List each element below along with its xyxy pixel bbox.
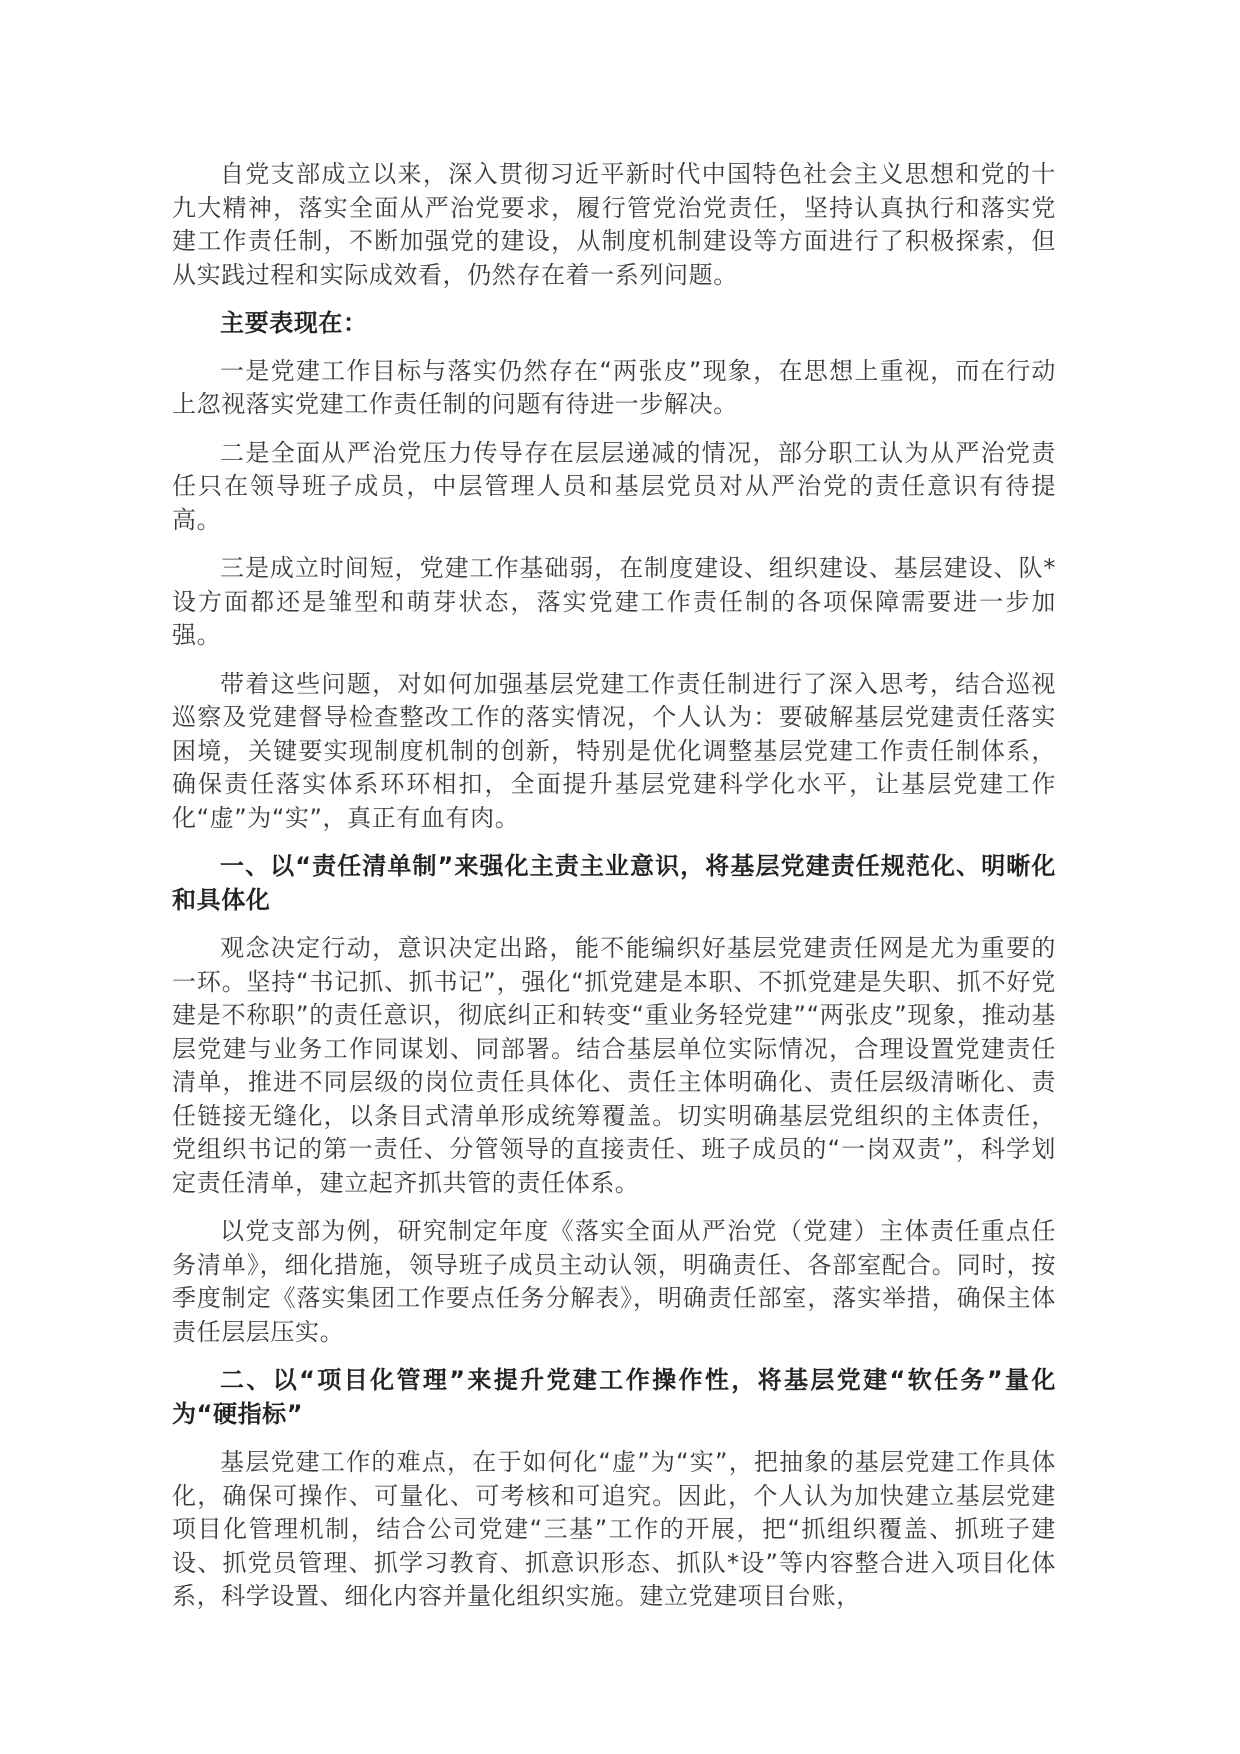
problem-one-paragraph: 一是党建工作目标与落实仍然存在“两张皮”现象，在思想上重视，而在行动上忽视落实党建工作责任制的问题有待进一步解决。 <box>172 356 1056 418</box>
intro-paragraph: 自党支部成立以来，深入贯彻习近平新时代中国特色社会主义思想和党的十九大精神，落实全面从严治党要求，履行管党治党责任，坚持认真执行和落实党建工作责任制，不断加强党的建设，从制度机制建设等方面进行了积极探索，但从实践过程和实际成效看，仍然存在着一系列问题。 <box>172 160 1056 289</box>
problem-three-paragraph: 三是成立时间短，党建工作基础弱，在制度建设、组织建设、基层建设、队*设方面都还是雏型和萌芽状态，落实党建工作责任制的各项保障需要进一步加强。 <box>172 554 1056 649</box>
document-page <box>172 158 1056 1629</box>
section-heading-1: 一、以“责任清单制”来强化主责主业意识，将基层党建责任规范化、明晰化和具体化 <box>172 852 1056 914</box>
section-heading-2: 二、以“项目化管理”来提升党建工作操作性，将基层党建“软任务”量化为“硬指标” <box>172 1366 1056 1428</box>
section-2-paragraph-1: 基层党建工作的难点，在于如何化“虚”为“实”，把抽象的基层党建工作具体化，确保可操作、可量化、可考核和可追究。因此，个人认为加快建立基层党建项目化管理机制，结合公司党建“三基”工作的开展，把“抓组织覆盖、抓班子建设、抓党员管理、抓学习教育、抓意识形态、抓队*设”等内容整合进入项目化体系，科学设置、细化内容并量化组织实施。建立党建项目台账， <box>172 1448 1056 1610</box>
reflection-paragraph: 带着这些问题，对如何加强基层党建工作责任制进行了深入思考，结合巡视巡察及党建督导检查整改工作的落实情况，个人认为：要破解基层党建责任落实困境，关键要实现制度机制的创新，特别是优化调整基层党建工作责任制体系，确保责任落实体系环环相扣，全面提升基层党建科学化水平，让基层党建工作化“虚”为“实”，真正有血有肉。 <box>172 669 1056 832</box>
main-manifestations-label: 主要表现在： <box>220 309 368 337</box>
section-1-paragraph-1: 观念决定行动，意识决定出路，能不能编织好基层党建责任网是尤为重要的一环。坚持“书记抓、抓书记”，强化“抓党建是本职、不抓党建是失职、抓不好党建是不称职”的责任意识，彻底纠正和转变“重业务轻党建”“两张皮”现象，推动基层党建与业务工作同谋划、同部署。结合基层单位实际情况，合理设置党建责任清单，推进不同层级的岗位责任具体化、责任主体明确化、责任层级清晰化、责任链接无缝化，以条目式清单形成统筹覆盖。切实明确基层党组织的主体责任，党组织书记的第一责任、分管领导的直接责任、班子成员的“一岗双责”，科学划定责任清单，建立起齐抓共管的责任体系。 <box>172 934 1056 1197</box>
problem-two-paragraph: 二是全面从严治党压力传导存在层层递减的情况，部分职工认为从严治党责任只在领导班子成员，中层管理人员和基层党员对从严治党的责任意识有待提高。 <box>172 438 1056 534</box>
section-1-paragraph-2: 以党支部为例，研究制定年度《落实全面从严治党（党建）主体责任重点任务清单》，细化措施，领导班子成员主动认领，明确责任、各部室配合。同时，按季度制定《落实集团工作要点任务分解表》，明确责任部室，落实举措，确保主体责任层层压实。 <box>172 1217 1056 1346</box>
